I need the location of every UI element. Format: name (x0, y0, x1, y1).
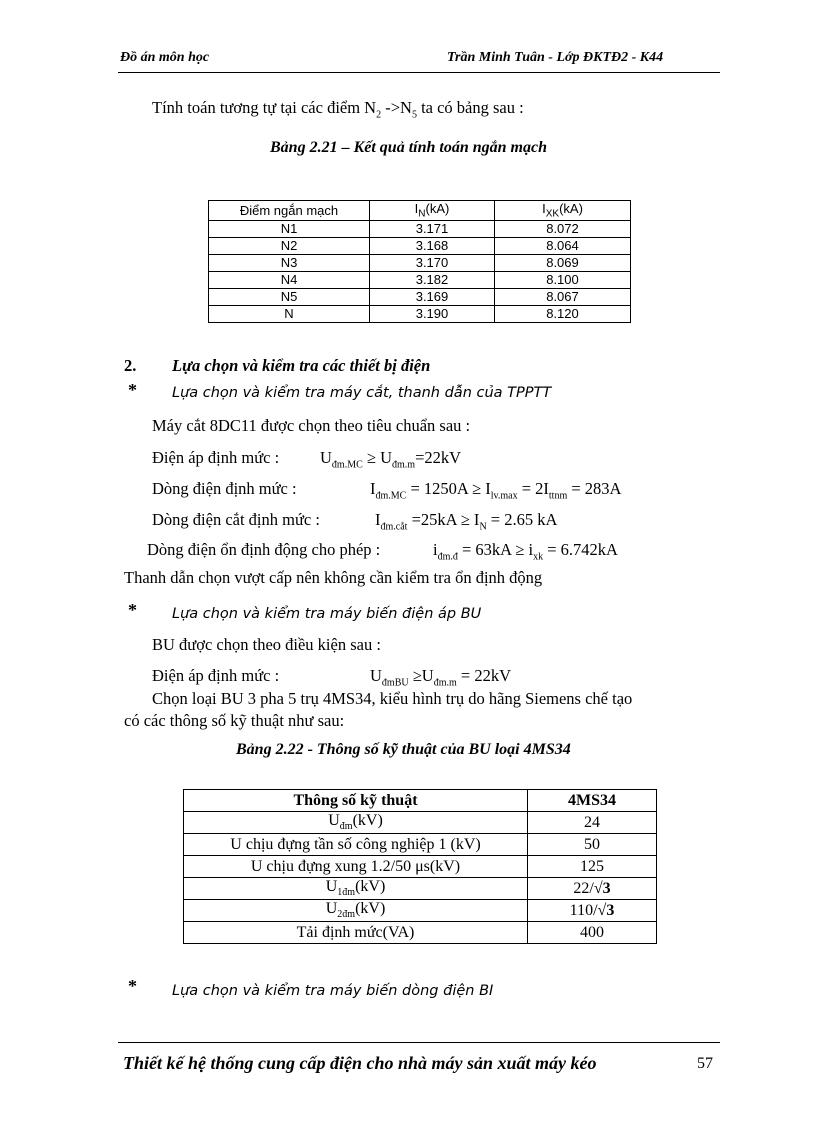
header-left: Đồ án môn học (120, 50, 210, 65)
section-number: 2. (124, 356, 137, 375)
table-row: N1 3.171 8.072 (209, 220, 631, 237)
sub1-line4-expr: $I_{đm.cắt} =25kA \ge I_N = 2.65$ kA (375, 510, 558, 533)
bullet-star: * (128, 380, 137, 400)
table-row: N5 3.169 8.067 (209, 288, 631, 305)
sub2-line3: Chọn loại BU 3 pha 5 trụ 4MS34, kiểu hình trụ do hãng Siemens chế tạo (152, 689, 633, 708)
table1-caption: Bảng 2.21 – Kết quả tính toán ngắn mạch (270, 139, 547, 156)
section-title: Lựa chọn và kiểm tra các thiết bị điện (172, 356, 431, 375)
table-row: U chịu đựng xung 1.2/50 μs(kV) 125 (184, 856, 657, 878)
table-row: U chịu đựng tần số công nghiệp 1 (kV) 50 (184, 834, 657, 856)
footer-title: Thiết kế hệ thống cung cấp điện cho nhà máy sản xuất máy kéo (123, 1053, 597, 1073)
sub1-title: Lựa chọn và kiểm tra máy cắt, thanh dẫn của TPPTT (172, 385, 552, 401)
table-header-row (209, 201, 631, 221)
sub2-line2-label: Điện áp định mức : (152, 666, 280, 685)
footer-rule (118, 1042, 720, 1043)
sub1-line2-expr: $U_{đm.MC} \ge U_{đm.m}=22kV$ (320, 448, 462, 471)
table-row: $U_{2đm}(kV)$ 110/√3 (184, 900, 657, 922)
table-row: N4 3.182 8.100 (209, 271, 631, 288)
col-header-point: Điểm ngắn mạch (209, 201, 370, 221)
bu-spec-table (183, 789, 657, 944)
table-row: $U_{đm}(kV)$ 24 (184, 812, 657, 834)
col-header-model: 4MS34 (528, 790, 657, 812)
col-header-in: $I_N(kA)$ (370, 201, 495, 221)
sub1-line2-label: Điện áp định mức : (152, 448, 280, 467)
sub2-title: Lựa chọn và kiểm tra máy biến điện áp BU (172, 606, 482, 622)
table-row: $U_{1đm}(kV)$ 22/√3 (184, 878, 657, 900)
short-circuit-table (208, 200, 631, 323)
header-right: Trần Minh Tuân - Lớp ĐKTĐ2 - K44 (447, 50, 664, 65)
table-row: N2 3.168 8.064 (209, 237, 631, 254)
sub1-line3-label: Dòng điện định mức : (152, 479, 297, 498)
bullet-star: * (128, 976, 137, 996)
col-header-param: Thông số kỹ thuật (184, 790, 528, 812)
header-rule (118, 72, 720, 73)
sub1-line6: Thanh dẫn chọn vượt cấp nên không cần kiểm tra ổn định động (124, 568, 543, 587)
col-header-ixk: $I_{XK}(kA)$ (495, 201, 631, 221)
sub2-line1: BU được chọn theo điều kiện sau : (152, 635, 381, 654)
bullet-star: * (128, 600, 137, 620)
intro-text: Tính toán tương tự tại các điểm $N_2$ $->N_5$ ta có bảng sau : (152, 98, 524, 121)
table-row: Tải định mức(VA) 400 (184, 922, 657, 944)
table2-caption: Bảng 2.22 - Thông số kỹ thuật của BU loại 4MS34 (236, 741, 571, 758)
table-row: N3 3.170 8.069 (209, 254, 631, 271)
sub2-line4: có các thông số kỹ thuật như sau: (124, 711, 345, 730)
sub1-line5-label: Dòng điện ổn định động cho phép : (147, 540, 381, 559)
sub3-title: Lựa chọn và kiểm tra máy biến dòng điện BI (172, 983, 494, 999)
sub1-line3-expr: $I_{đm.MC} = 1250A \ge I_{lv.max} = 2I_{ttnm} = 283A$ (370, 479, 622, 502)
table-header-row (184, 790, 657, 812)
sub2-line2-expr: $U_{đmBU} \ge U_{đm.m} = 22kV$ (370, 666, 511, 689)
sub1-line1: Máy cắt 8DC11 được chọn theo tiêu chuẩn sau : (152, 416, 471, 435)
sub1-line4-label: Dòng điện cắt định mức : (152, 510, 320, 529)
page-number: 57 (697, 1055, 713, 1072)
sub1-line5-expr: $i_{đm.đ} = 63kA \ge i_{xk} = 6.742kA$ (433, 540, 618, 563)
table-row: N 3.190 8.120 (209, 305, 631, 322)
